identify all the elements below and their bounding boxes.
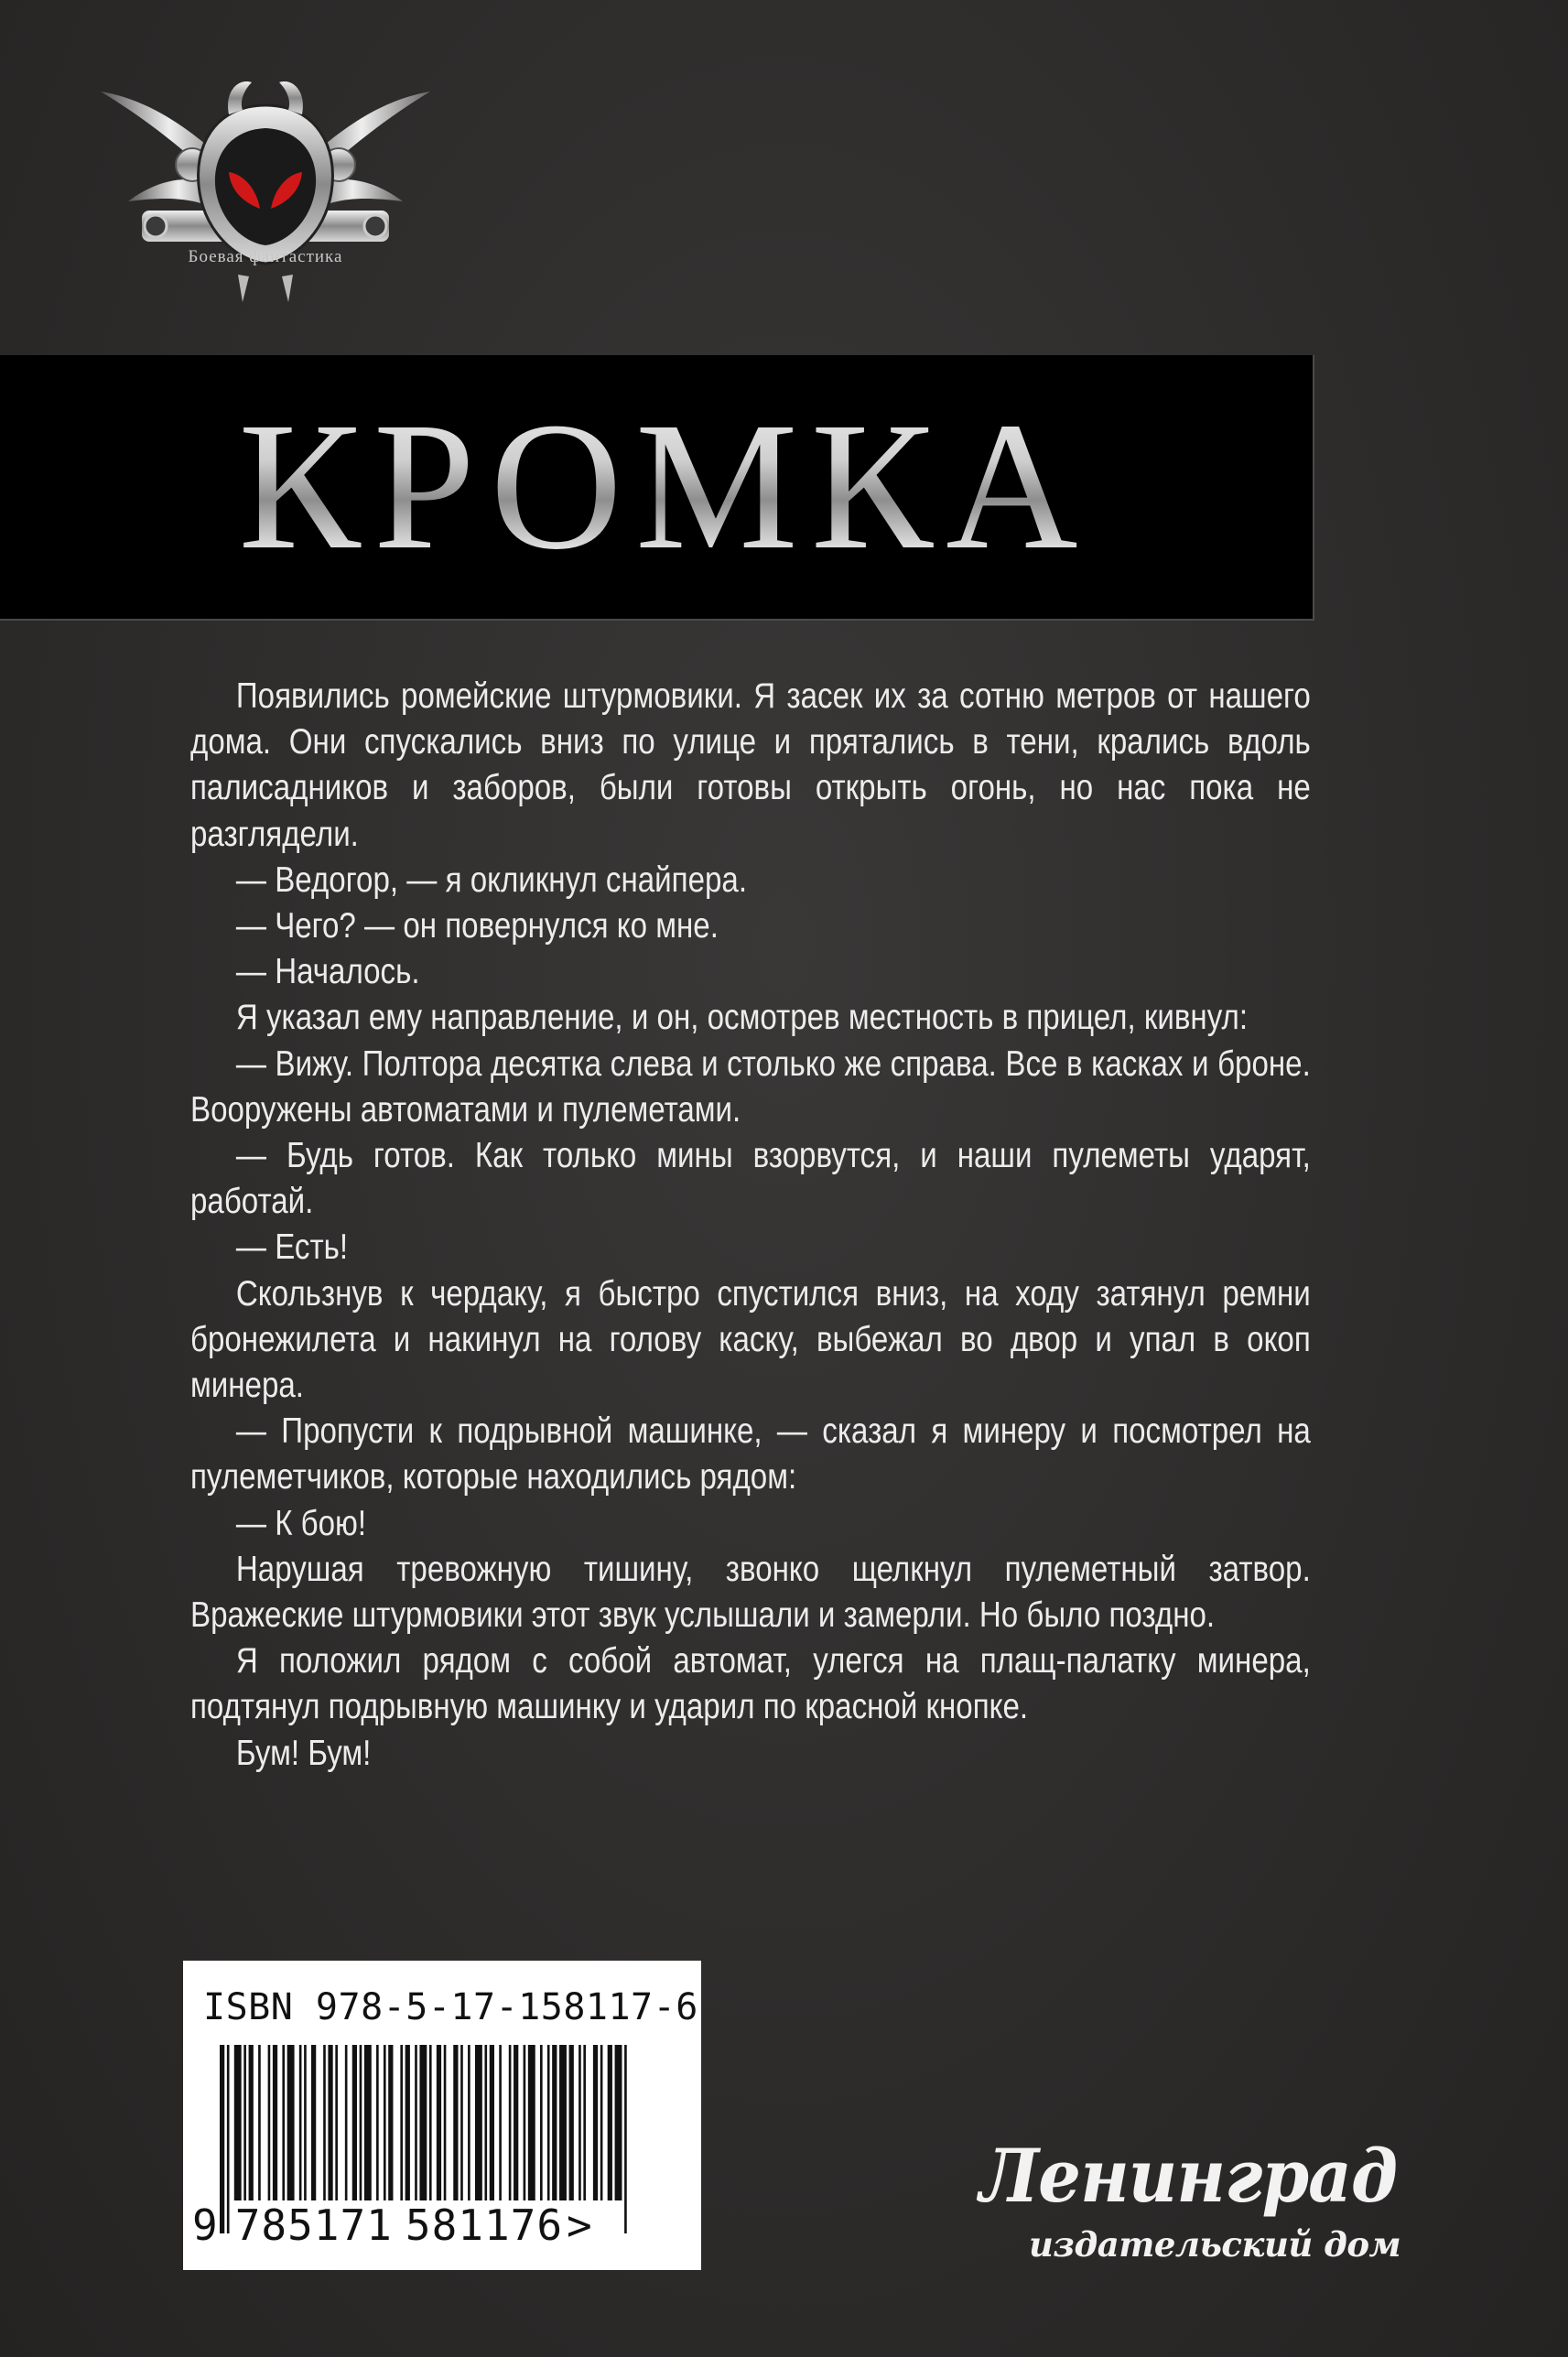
barcode-bar	[304, 2045, 307, 2200]
barcode-bar	[335, 2045, 338, 2200]
barcode-bar	[287, 2045, 295, 2200]
barcode-bar	[460, 2045, 463, 2200]
barcode-bar	[273, 2045, 277, 2200]
barcode-bar	[468, 2045, 470, 2200]
barcode-bar	[249, 2045, 254, 2200]
paragraph: — Пропусти к подрывной машинке, — сказал я минеру и посмотрел на пулеметчиков, которые находились рядом:	[190, 1411, 1311, 1497]
paragraph: Нарушая тревожную тишину, звонко щелкнул пулеметный затвор. Вражеские штурмовики этот звук услышали и замерли. Но было поздно.	[190, 1549, 1311, 1636]
barcode-bar	[579, 2045, 581, 2200]
barcode-digit-lead: 9	[192, 2200, 219, 2250]
title-bar	[0, 355, 1314, 621]
barcode-bar	[559, 2045, 567, 2200]
book-title: КРОМКА	[0, 355, 1313, 619]
publisher-name: Ленинград	[979, 2133, 1398, 2219]
barcode-bar	[400, 2045, 403, 2200]
publisher-subtitle: издательский дом	[1029, 2224, 1401, 2265]
barcode-bar	[258, 2045, 261, 2200]
barcode-bar	[299, 2045, 302, 2200]
barcode-bar	[360, 2045, 362, 2200]
barcode-bar	[484, 2045, 487, 2200]
paragraph: — Вижу. Полтора десятка слева и столько же справа. Все в касках и броне. Вооружены автоматами и пулеметами.	[190, 1043, 1311, 1130]
barcode-bar	[328, 2045, 332, 2200]
isbn-label: ISBN 978-5-17-158117-6	[203, 1986, 698, 2028]
barcode-bar	[569, 2045, 574, 2200]
barcode-bar	[388, 2045, 393, 2200]
barcode-quiet-mark: >	[567, 2200, 593, 2250]
barcode-bar	[583, 2045, 586, 2200]
barcode-bar	[453, 2045, 458, 2200]
alien-skull-emblem-icon	[92, 64, 439, 311]
barcode-bar	[311, 2045, 316, 2200]
barcode-bar	[268, 2045, 271, 2200]
paragraph: — Ведогор, — я окликнул снайпера.	[235, 860, 748, 900]
barcode-bar	[384, 2045, 386, 2200]
barcode-digits-right: 581176	[402, 2200, 567, 2250]
paragraph: — Чего? — он повернулся ко мне.	[235, 906, 719, 946]
publisher-logo	[979, 2133, 1401, 2288]
paragraph: — Будь готов. Как только мины взорвутся, и наши пулеметы ударят, работай.	[190, 1136, 1311, 1222]
barcode-bar	[234, 2045, 242, 2200]
barcode-bar	[437, 2045, 441, 2200]
barcode-bar	[243, 2045, 246, 2200]
barcode-bar	[376, 2045, 379, 2200]
paragraph: Бум! Бум!	[235, 1733, 372, 1773]
paragraph: — Началось.	[235, 952, 420, 992]
paragraph: — Есть!	[235, 1227, 349, 1268]
barcode-bar	[475, 2045, 482, 2200]
barcode-bar	[524, 2045, 526, 2200]
annotation-text	[190, 674, 1311, 1777]
barcode-bar	[345, 2045, 348, 2200]
paragraph: Я положил рядом с собой автомат, улегся на плащ-палатку минера, подтянул подрывную машинку и ударил по красной кнопке.	[190, 1641, 1311, 1727]
barcode-bar	[615, 2045, 622, 2200]
series-caption: Боевая фантастика	[188, 247, 343, 266]
series-logo	[92, 64, 439, 311]
barcode-bar	[282, 2045, 285, 2200]
barcode-digits	[192, 2200, 593, 2250]
barcode-bar	[547, 2045, 550, 2200]
barcode-bar	[364, 2045, 372, 2200]
barcode-bar	[509, 2045, 512, 2200]
barcode-bar	[499, 2045, 502, 2200]
barcode-bar	[528, 2045, 535, 2200]
barcode-bar	[406, 2045, 410, 2200]
paragraph: — К бою!	[235, 1503, 367, 1543]
barcode-bar	[608, 2045, 612, 2200]
barcode-bar	[444, 2045, 447, 2200]
barcode-bar	[514, 2045, 518, 2200]
barcode-bar	[323, 2045, 326, 2200]
barcode-bar	[600, 2045, 603, 2200]
paragraph: Скользнув к чердаку, я быстро спустился вниз, на ходу затянул ремни бронежилета и накинул на голову каску, выбежал во двор и упал в окоп минера.	[190, 1273, 1311, 1406]
paragraph: Я указал ему направление, и он, осмотрев местность в прицел, кивнул:	[235, 998, 1249, 1038]
barcode-bar	[540, 2045, 543, 2200]
barcode-bar	[490, 2045, 494, 2200]
barcode-digits-left: 785171	[232, 2200, 396, 2250]
barcode-bar	[415, 2045, 417, 2200]
paragraph: Появились ромейские штурмовики. Я засек их за сотню метров от нашего дома. Они спускались вниз по улице и прятались в тени, крались вдоль палисадников и заборов, были готовы открыть огонь, но нас пока не разглядели.	[190, 676, 1311, 854]
barcode-bar	[624, 2045, 627, 2233]
barcode-bar	[593, 2045, 598, 2200]
barcode-bar	[352, 2045, 357, 2200]
barcode-bar	[552, 2045, 557, 2200]
isbn-barcode	[183, 1961, 701, 2270]
